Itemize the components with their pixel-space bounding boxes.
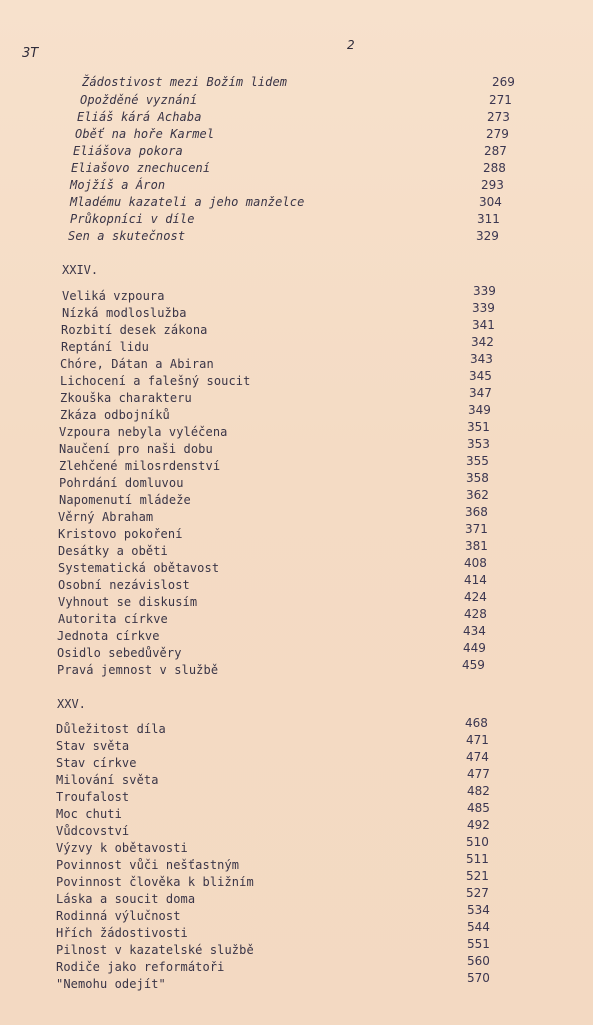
toc-entry-page: 347 [469, 386, 492, 400]
toc-entry-title: Chóre, Dátan a Abiran [60, 357, 214, 371]
toc-entry-title: Výzvy k obětavosti [56, 841, 188, 855]
toc-entry [0, 869, 593, 890]
toc-entry [0, 109, 593, 125]
toc-entry-title: Průkopníci v díle [70, 212, 195, 226]
toc-entry-page: 351 [467, 420, 490, 434]
section-label: XXIV. [62, 263, 99, 277]
toc-entry-page: 551 [467, 937, 490, 951]
toc-entry [0, 784, 593, 805]
toc-entry-title: Troufalost [56, 790, 130, 804]
toc-entry-title: Osidlo sebedůvěry [57, 646, 182, 660]
toc-entry-page: 339 [473, 284, 496, 298]
toc-entry-page: 521 [466, 869, 489, 883]
toc-entry [0, 335, 593, 355]
toc-entry [0, 420, 593, 440]
toc-entry [0, 403, 593, 423]
toc-entry-page: 428 [464, 607, 487, 621]
toc-entry [0, 437, 593, 457]
toc-entry-page: 570 [467, 971, 490, 985]
toc-entry [0, 818, 593, 839]
toc-entry-title: Nízká modloslužba [62, 306, 187, 320]
toc-entry [0, 835, 593, 856]
toc-entry-page: 449 [463, 641, 486, 655]
toc-entry [0, 92, 593, 108]
toc-entry-title: Žádostivost mezi Božím lidem [82, 75, 288, 89]
toc-entry-title: Autorita církve [58, 612, 168, 626]
toc-entry [0, 716, 593, 737]
toc-entry-page: 287 [484, 144, 507, 158]
toc-entry [0, 920, 593, 941]
toc-entry [0, 937, 593, 958]
toc-entry-title: Mojžíš a Áron [70, 178, 166, 192]
toc-entry [0, 801, 593, 822]
toc-entry-page: 358 [466, 471, 489, 485]
toc-entry [0, 852, 593, 873]
toc-entry-page: 349 [468, 403, 491, 417]
toc-entry [0, 228, 593, 244]
toc-entry-page: 477 [467, 767, 490, 781]
toc-entry-title: Rodiče jako reformátoři [56, 960, 225, 974]
toc-entry-page: 304 [479, 195, 502, 209]
toc-entry-title: Eliáš kárá Achaba [77, 110, 202, 124]
toc-entry-page: 471 [466, 733, 489, 747]
toc-entry-title: Opožděné vyznání [80, 93, 198, 107]
toc-entry-page: 279 [486, 127, 509, 141]
toc-entry-title: "Nemohu odejít" [56, 977, 166, 991]
toc-entry-page: 468 [465, 716, 488, 730]
toc-entry-title: Systematická obětavost [58, 561, 220, 575]
volume-mark: 3T [22, 46, 39, 61]
toc-entry-page: 534 [467, 903, 490, 917]
toc-entry-title: Zkáza odbojníků [60, 408, 170, 422]
toc-entry [0, 471, 593, 491]
toc-entry-page: 339 [472, 301, 495, 315]
toc-entry-title: Věrný Abraham [58, 510, 154, 524]
toc-entry-page: 424 [464, 590, 487, 604]
toc-entry-title: Povinnost člověka k bližním [56, 875, 254, 889]
toc-entry [0, 177, 593, 193]
toc-entry [0, 750, 593, 771]
toc-entry [0, 160, 593, 176]
toc-entry-page: 355 [466, 454, 489, 468]
toc-entry [0, 126, 593, 142]
toc-entry-page: 329 [476, 229, 499, 243]
toc-entry-title: Rozbití desek zákona [61, 323, 208, 337]
toc-entry [0, 607, 593, 627]
toc-entry-title: Milování světa [56, 773, 159, 787]
toc-entry [0, 505, 593, 525]
toc-entry-page: 293 [481, 178, 504, 192]
toc-entry-page: 408 [464, 556, 487, 570]
toc-entry [0, 488, 593, 508]
toc-entry [0, 318, 593, 338]
toc-entry [0, 971, 593, 992]
toc-entry-title: Stav světa [56, 739, 130, 753]
toc-entry [0, 590, 593, 610]
toc-entry [0, 284, 593, 304]
toc-entry-title: Vůdcovství [56, 824, 130, 838]
toc-entry-page: 482 [467, 784, 490, 798]
toc-entry-title: Reptání lidu [61, 340, 149, 354]
toc-entry-title: Veliká vzpoura [62, 289, 165, 303]
toc-entry-title: Desátky a oběti [58, 544, 168, 558]
toc-entry-title: Vzpoura nebyla vyléčena [59, 425, 228, 439]
toc-entry-title: Láska a soucit doma [56, 892, 196, 906]
toc-entry-title: Naučení pro naši dobu [59, 442, 213, 456]
toc-entry-title: Lichocení a falešný soucit [60, 374, 251, 388]
toc-entry-title: Eliášova pokora [73, 144, 183, 158]
toc-entry [0, 352, 593, 372]
toc-entry-title: Jednota církve [57, 629, 160, 643]
toc-entry-page: 342 [471, 335, 494, 349]
toc-entry-page: 288 [483, 161, 506, 175]
toc-entry [0, 556, 593, 576]
toc-entry-title: Rodinná výlučnost [56, 909, 181, 923]
toc-entry-title: Pravá jemnost v službě [57, 663, 219, 677]
toc-entry-page: 510 [466, 835, 489, 849]
toc-entry-title: Napomenutí mládeže [59, 493, 191, 507]
toc-entry-page: 492 [467, 818, 490, 832]
toc-entry-title: Hřích žádostivosti [56, 926, 188, 940]
toc-entry-page: 560 [467, 954, 490, 968]
toc-entry [0, 573, 593, 593]
toc-entry [0, 641, 593, 661]
toc-entry-page: 341 [472, 318, 495, 332]
toc-entry [0, 143, 593, 159]
toc-entry-title: Sen a skutečnost [68, 229, 186, 243]
toc-entry-page: 269 [492, 75, 515, 89]
toc-entry [0, 954, 593, 975]
toc-entry [0, 211, 593, 227]
toc-entry [0, 386, 593, 406]
toc-entry-page: 544 [467, 920, 490, 934]
toc-entry-page: 381 [465, 539, 488, 553]
toc-entry-title: Kristovo pokoření [58, 527, 183, 541]
toc-entry [0, 903, 593, 924]
toc-entry [0, 301, 593, 321]
toc-entry [0, 454, 593, 474]
toc-entry-title: Pilnost v kazatelské službě [56, 943, 254, 957]
toc-entry-page: 273 [487, 110, 510, 124]
toc-entry-title: Zkouška charakteru [60, 391, 192, 405]
toc-entry [0, 74, 593, 90]
toc-entry-title: Povinnost vůči nešťastným [56, 858, 240, 872]
toc-entry-page: 527 [466, 886, 489, 900]
toc-entry-title: Vyhnout se diskusím [58, 595, 198, 609]
toc-entry-page: 485 [467, 801, 490, 815]
toc-entry-page: 434 [463, 624, 486, 638]
toc-entry-title: Moc chuti [56, 807, 122, 821]
toc-entry-page: 368 [465, 505, 488, 519]
toc-entry-title: Pohrdání domluvou [59, 476, 184, 490]
toc-entry-page: 271 [489, 93, 512, 107]
toc-entry-page: 343 [470, 352, 493, 366]
toc-entry-title: Osobní nezávislost [58, 578, 190, 592]
page-number: 2 [347, 38, 355, 52]
toc-entry-title: Eliašovo znechucení [71, 161, 211, 175]
toc-entry-page: 353 [467, 437, 490, 451]
toc-entry-page: 371 [465, 522, 488, 536]
toc-entry [0, 733, 593, 754]
toc-entry-title: Mladému kazateli a jeho manželce [70, 195, 305, 209]
toc-entry-title: Oběť na hoře Karmel [75, 127, 215, 141]
toc-entry [0, 658, 593, 678]
toc-entry-title: Důležitost díla [56, 722, 166, 736]
toc-entry [0, 539, 593, 559]
toc-entry [0, 522, 593, 542]
toc-entry-title: Stav církve [56, 756, 137, 770]
toc-entry [0, 624, 593, 644]
toc-entry [0, 194, 593, 210]
toc-entry-page: 345 [469, 369, 492, 383]
toc-entry [0, 767, 593, 788]
toc-entry [0, 369, 593, 389]
toc-entry-page: 362 [466, 488, 489, 502]
toc-entry [0, 886, 593, 907]
toc-entry-title: Zlehčené milosrdenství [59, 459, 221, 473]
toc-entry-page: 311 [477, 212, 500, 226]
toc-entry-page: 459 [462, 658, 485, 672]
toc-entry-page: 474 [466, 750, 489, 764]
section-label: XXV. [57, 697, 86, 711]
toc-entry-page: 511 [466, 852, 489, 866]
toc-entry-page: 414 [464, 573, 487, 587]
